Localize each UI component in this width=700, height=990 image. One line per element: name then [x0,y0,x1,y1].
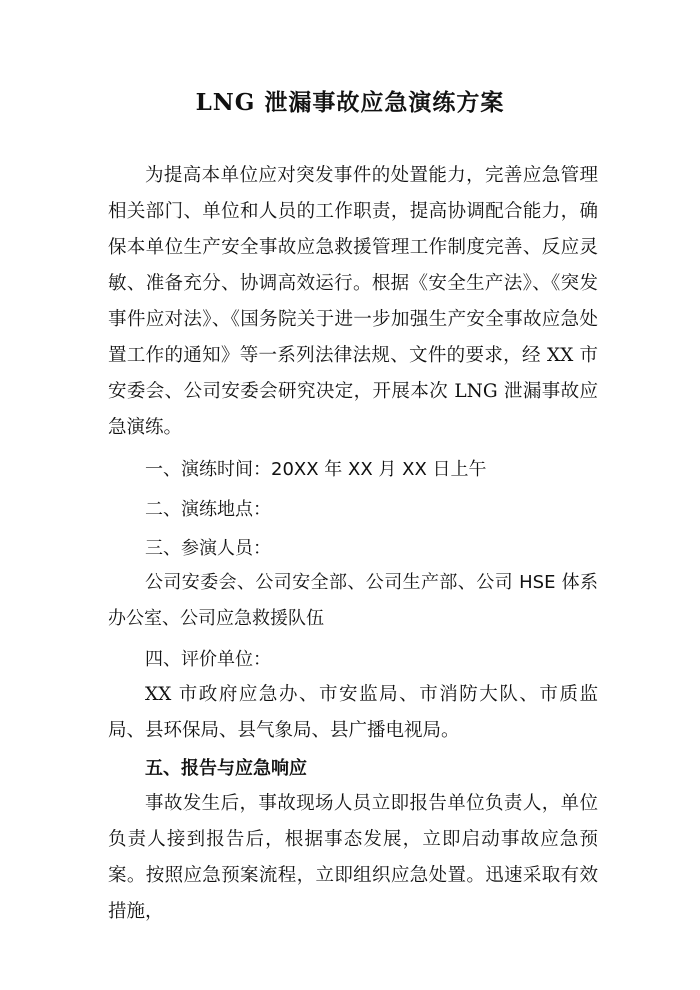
section-location: 二、演练地点： [145,499,271,520]
evaluators-text: XX 市政府应急办、市安监局、市消防大队、市质监局、县环保局、县气象局、县广播电视局。 [108,684,598,741]
section-time: 一、演练时间：20XX 年 XX 月 XX 日上午 [145,459,487,480]
section-report-heading: 五、报告与应急响应 [145,758,307,779]
report-paragraph: 事故发生后，事故现场人员立即报告单位负责人，单位负责人接到报告后，根据事态发展，立即启动事故应急预案。按照应急预案流程，立即组织应急处置。迅速采取有效措施， [108,793,598,922]
section-participants-heading: 三、参演人员： [145,538,271,559]
section-evaluators-heading: 四、评价单位： [145,649,271,670]
document-title: LNG 泄漏事故应急演练方案 [195,89,505,116]
intro-paragraph: 为提高本单位应对突发事件的处置能力，完善应急管理相关部门、单位和人员的工作职责，提高协调配合能力，确保本单位生产安全事故应急救援管理工作制度完善、反应灵敏、准备充分、协调高效运行。根据《安全生产法》、《突发事件应对法》、《国务院关于进一步加强生产安全事故应急处置工作的通知》等一系列法律法规、文件的要求，经 XX 市安委会、公司安委会研究决定，开展本次 LNG 泄漏事故应急演练。 [108,165,598,438]
participants-text: 公司安委会、公司安全部、公司生产部、公司 HSE 体系办公室、公司应急救援队伍 [108,572,598,629]
